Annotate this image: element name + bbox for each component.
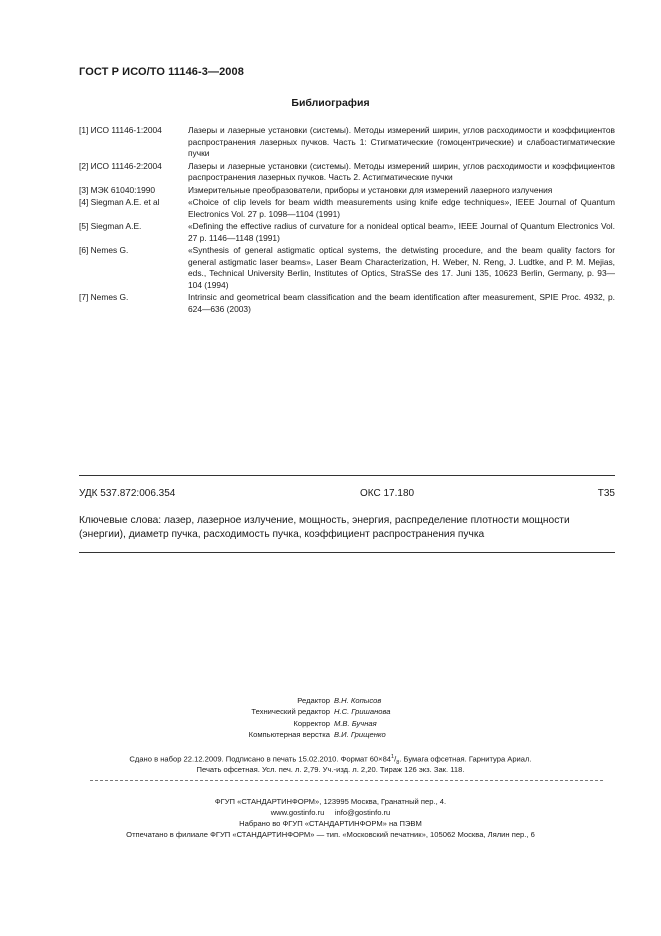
reference-id: [3] МЭК 61040:1990 [79,184,156,195]
staff-line [200,695,460,706]
reference-id: [1] ИСО 11146-1:2004 [79,125,162,135]
udk-code: УДК 537.872:006.354 [79,488,176,499]
staff-name: Н.С. Гришанова [334,707,391,717]
publisher-contacts [0,807,661,819]
fraction-denominator: 8 [396,760,400,767]
staff-role: Редактор [297,696,330,705]
divider-bottom [79,552,615,553]
keywords: Ключевые слова: лазер, лазерное излучение, мощность, энергия, распределение плотности мощности (энергии), диаметр пучка, расходимость пучка, коэффициент распространения пучка [79,515,570,540]
reference-text: Intrinsic and geometrical beam classification and the beam identification after measurement, SPIE Proc. 4932, p. 624—636 (2003) [188,292,615,314]
staff-role: Компьютерная верстка [248,729,330,739]
dashed-divider [90,780,603,781]
staff-name: М.В. Бучная [334,718,377,728]
staff-line [200,729,460,740]
category-code: Т35 [597,488,615,499]
staff-line [200,718,460,729]
bibliography-entry [79,161,615,184]
fraction-numerator: 1 [391,754,395,760]
reference-id: [5] Siegman A.E. [79,221,142,231]
reference-text: «Choice of clip levels for beam width measurements using knife edge techniques», IEEE Journal of Quantum Electronics Vol. 27 p. 1098—1104 (1991) [188,197,615,219]
reference-id: [7] Nemes G. [79,292,129,302]
reference-text: «Defining the effective radius of curvature for a nonideal optical beam», IEEE Journal of Quantum Electronics Vol. 27 p. 1146—1148 (1991) [188,221,615,243]
staff-name: В.И. Грищенко [334,729,386,739]
print-info-line-2: Печать офсетная. Усл. печ. л. 2,79. Уч.-изд. л. 2,20. Тираж 126 экз. Зак. 118. [196,765,465,774]
classification-row [79,488,615,501]
bibliography-entry [79,245,615,291]
reference-id: [4] Siegman A.E. et al [79,197,160,207]
editorial-staff [200,695,460,740]
document-header: ГОСТ Р ИСО/ТО 11146-3—2008 [79,66,244,78]
printing-house: Отпечатано в филиале ФГУП «СТАНДАРТИНФОРМ» — тип. «Московский печатник», 105062 Москва, Лялин пер., 6 [126,830,535,839]
oks-code: ОКС 17.180 [360,488,415,499]
publisher-email: info@gostinfo.ru [334,808,391,817]
typeset-info: Набрано во ФГУП «СТАНДАРТИНФОРМ» на ПЭВМ [239,819,422,828]
bibliography-entry [79,292,615,315]
reference-text: «Synthesis of general astigmatic optical systems, the detwisting procedure, and the beam quality factors for general astigmatic laser beams», Laser Beam Characterization, H. Weber, N. Reng, J. Ludtke, and P. M. Mejias, eds., Technical University Berlin, Institutes of Optics, StraSSe des 17. Juni 135, 10623 Berlin, Germany, p. 93—104 (1994) [188,245,615,290]
print-info-line-1: Сдано в набор 22.12.2009. Подписано в печать 15.02.2010. Формат $60\times 84^1/_8$. Бумага офсетная. Гарнитура Ариал. [129,754,532,767]
print-info-text: Сдано в набор 22.12.2009. Подписано в печать 15.02.2010. Формат 60×84 [129,754,392,764]
reference-text: Лазеры и лазерные установки (системы). Методы измерений ширин, углов расходимости и коэффициентов распространения лазерных пучков. Часть 2. Астигматические пучки [188,160,615,182]
publisher-address: ФГУП «СТАНДАРТИНФОРМ», 123995 Москва, Гранатный пер., 4. [214,797,447,806]
staff-name: В.Н. Копысов [334,696,382,705]
bibliography-list [79,125,615,316]
bibliography-entry [79,125,615,160]
reference-id: [2] ИСО 11146-2:2004 [79,160,162,171]
reference-text: Измерительные преобразователи, приборы и установки для измерений лазерного излучения [188,184,553,195]
bibliography-title: Библиография [291,97,370,109]
print-info-text: . Бумага офсетная. Гарнитура Ариал. [399,754,532,764]
divider-top [79,475,615,476]
reference-id: [6] Nemes G. [79,245,129,255]
bibliography-entry [79,197,615,220]
staff-line [200,706,460,717]
publisher-website: www.gostinfo.ru [270,808,325,817]
bibliography-entry [79,185,615,197]
reference-text: Лазеры и лазерные установки (системы). Методы измерений ширин, углов расходимости и коэффициентов распространения лазерных пучков. Часть 1: Стигматические (гомоцентрические) и слабоастигматические пучки [188,125,615,158]
bibliography-entry [79,221,615,244]
staff-role: Корректор [293,718,330,728]
staff-role: Технический редактор [251,707,330,717]
